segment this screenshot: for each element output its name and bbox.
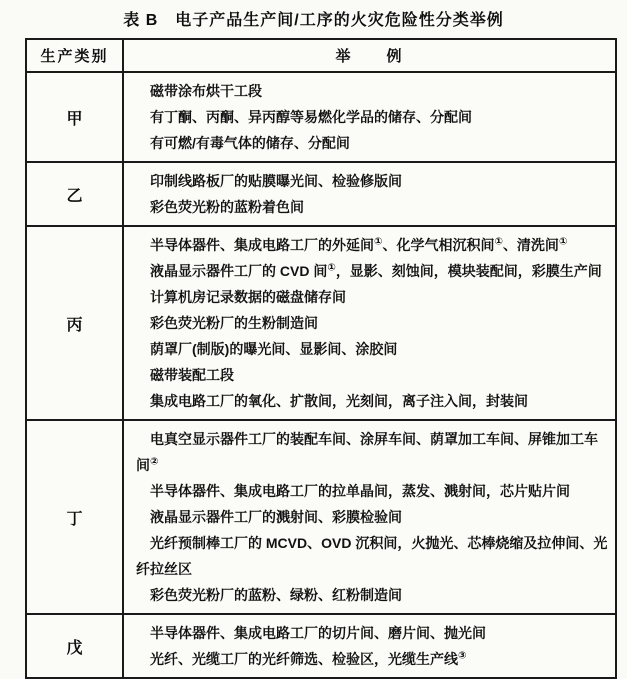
table-title: 表 B 电子产品生产间/工序的火灾危险性分类举例 xyxy=(123,12,504,29)
examples-cell xyxy=(123,420,616,614)
example-item: 集成电路工厂的氧化、扩散间，光刻间，离子注入间，封装间 xyxy=(150,393,528,409)
examples-cell xyxy=(123,162,616,226)
example-item: 光纤预制棒工厂的 MCVD、OVD 沉积间，火抛光、芯棒烧缩及拉伸间、光纤拉丝区 xyxy=(136,535,608,577)
header-production-category: 生产类别 xyxy=(26,39,123,72)
header-row xyxy=(26,39,616,72)
footnote-marker: ② xyxy=(150,456,159,468)
header-examples: 举 例 xyxy=(123,39,616,72)
category-cell: 乙 xyxy=(26,162,123,226)
table-row xyxy=(26,226,616,420)
footnote-marker: ① xyxy=(327,262,336,274)
example-item: 半导体器件、集成电路工厂的外延间①、化学气相沉积间①、清洗间① xyxy=(150,236,568,253)
fire-hazard-classification-table xyxy=(25,38,617,679)
example-item: 有可燃/有毒气体的储存、分配间 xyxy=(150,135,350,151)
table-row xyxy=(26,72,616,162)
example-item: 磁带装配工段 xyxy=(150,367,234,383)
example-item: 彩色荧光粉的蓝粉着色间 xyxy=(150,199,304,215)
table-row xyxy=(26,162,616,226)
footnote-marker: ① xyxy=(558,236,568,248)
footnote-marker: ① xyxy=(374,236,383,248)
category-cell: 甲 xyxy=(26,72,123,162)
example-item: 半导体器件、集成电路工厂的拉单晶间，蒸发、溅射间，芯片贴片间 xyxy=(150,483,570,499)
footnote-marker: ③ xyxy=(458,650,467,662)
example-item: 光纤、光缆工厂的光纤筛选、检验区，光缆生产线③ xyxy=(150,650,467,667)
example-item: 磁带涂布烘干工段 xyxy=(150,83,262,99)
category-cell: 丙 xyxy=(26,226,123,420)
example-item: 液晶显示器件工厂的 CVD 间①，显影、刻蚀间，模块装配间，彩膜生产间 xyxy=(150,262,602,279)
footnote-marker: ① xyxy=(494,236,503,248)
example-item: 荫罩厂(制版)的曝光间、显影间、涂胶间 xyxy=(150,341,398,357)
example-item: 印制线路板厂的贴膜曝光间、检验修版间 xyxy=(150,173,402,189)
table-row xyxy=(26,614,616,678)
table-row xyxy=(26,420,616,614)
table-body xyxy=(26,72,616,678)
table-header xyxy=(26,39,616,72)
category-cell: 戊 xyxy=(26,614,123,678)
example-item: 液晶显示器件工厂的溅射间、彩膜检验间 xyxy=(150,509,402,525)
example-item: 计算机房记录数据的磁盘储存间 xyxy=(150,289,346,305)
example-item: 半导体器件、集成电路工厂的切片间、磨片间、抛光间 xyxy=(150,625,486,641)
example-item: 彩色荧光粉厂的生粉制造间 xyxy=(150,315,318,331)
example-item: 电真空显示器件工厂的装配车间、涂屏车间、荫罩加工车间、屏锥加工车间② xyxy=(136,431,598,473)
example-item: 有丁酮、丙酮、异丙醇等易燃化学品的储存、分配间 xyxy=(150,109,472,125)
examples-cell xyxy=(123,614,616,678)
examples-cell xyxy=(123,72,616,162)
examples-cell xyxy=(123,226,616,420)
category-cell: 丁 xyxy=(26,420,123,614)
example-item: 彩色荧光粉厂的蓝粉、绿粉、红粉制造间 xyxy=(150,587,402,603)
